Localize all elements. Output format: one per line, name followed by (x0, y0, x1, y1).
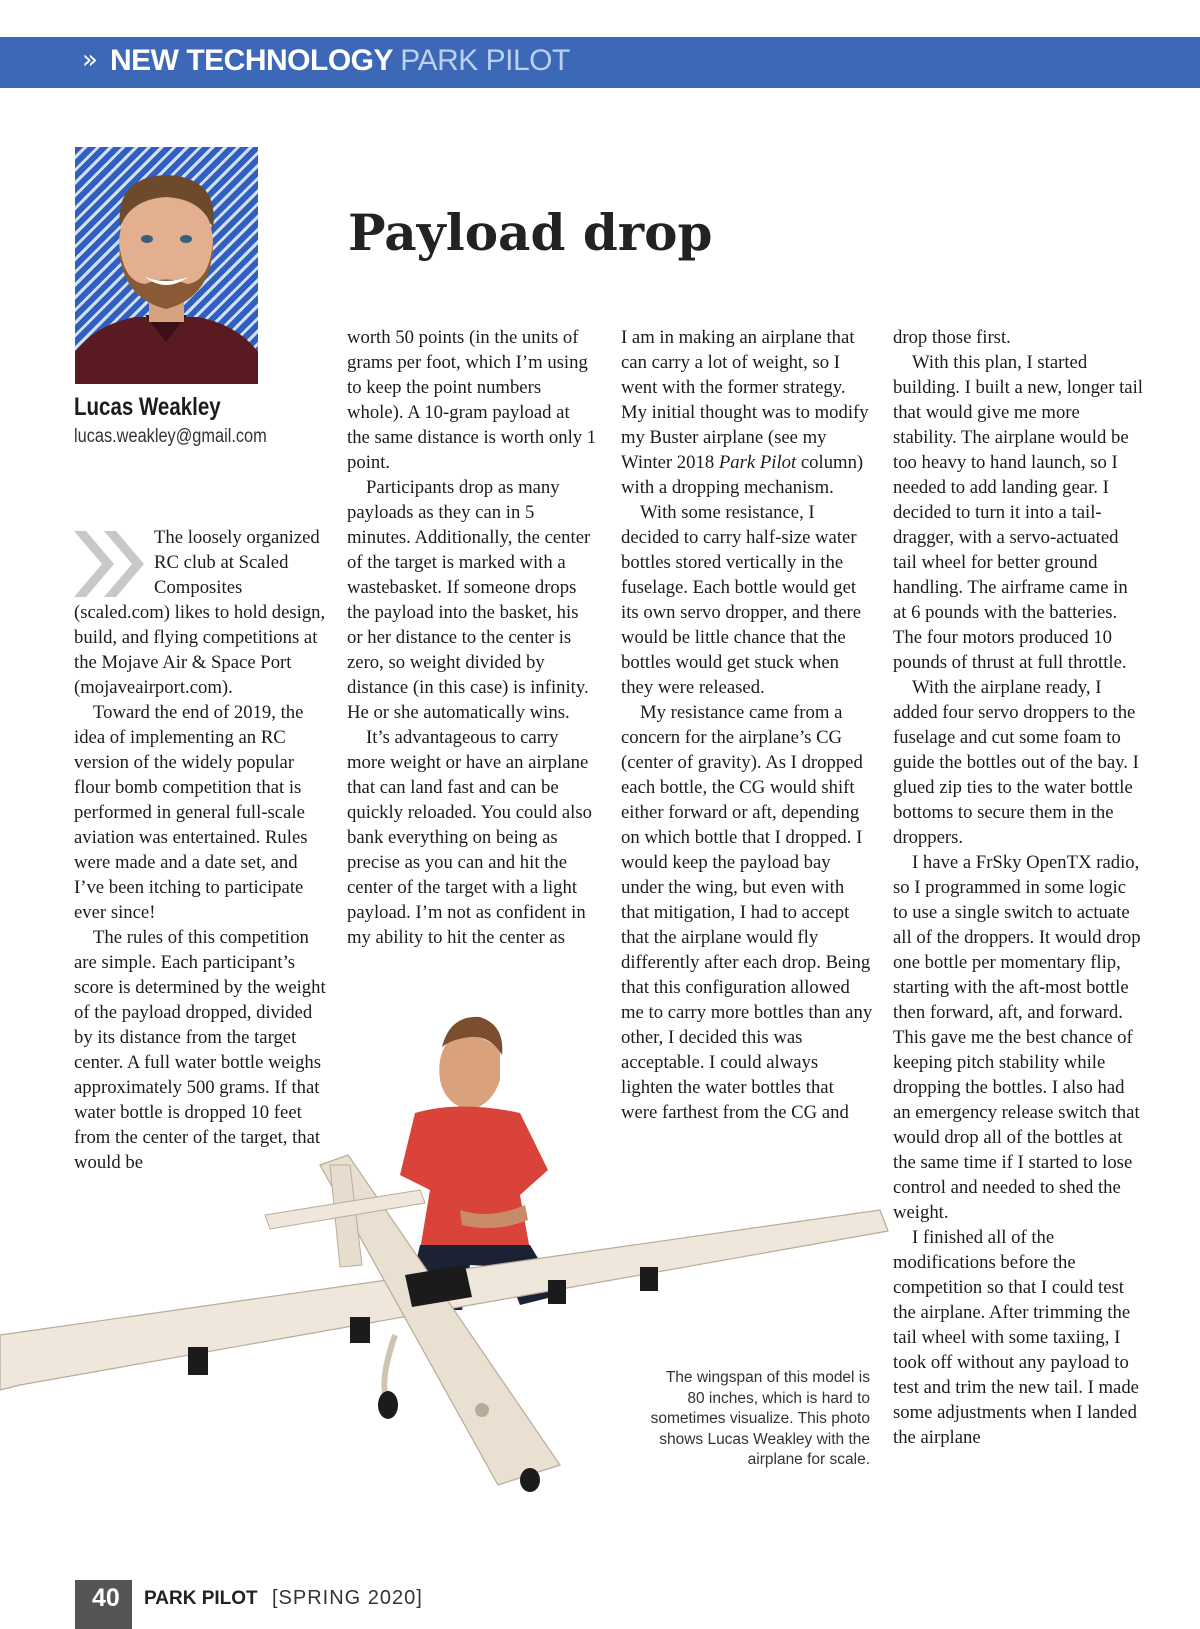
author-email[interactable]: lucas.weakley@gmail.com (74, 426, 267, 447)
paragraph: The rules of this competition are simple. Each participant’s score is determined by the weight of the payload dropped, divided by its distance from the target center. A full water bottle weighs approximately 500 grams. If that water bottle is dropped 10 feet from the center of the target, that would be (74, 927, 326, 1173)
paragraph: Toward the end of 2019, the idea of implementing an RC version of the widely popular flour bomb competition that is performed in general full-scale aviation was entertained. Rules were made and a date set, and I’ve been itching to participate ever since! (74, 702, 308, 923)
paragraph: With some resistance, I decided to carry half-size water bottles stored vertically in the fuselage. Each bottle would get its own servo dropper, and there would be little chance that the bottles would get stuck when they were released. (621, 502, 862, 698)
article-column-2 (347, 325, 597, 950)
paragraph: I have a FrSky OpenTX radio, so I programmed in some logic to use a single switch to actuate all of the droppers. It would drop one bottle per momentary flip, starting with the aft-most bottle then forward, aft, and forward. This gave me the best chance of keeping pitch stability while dropping the bottles. I also had an emergency release switch that would drop all of the bottles at the same time if I started to lose control and needed to shed the weight. (893, 852, 1141, 1223)
double-chevron-icon: » (82, 45, 98, 75)
paragraph: It’s advantageous to carry more weight or have an airplane that can land fast and can be quickly reloaded. You could also bank everything on being as precise as you can and hit the center of the target with a light payload. I’m not as confident in my ability to hit the center as (347, 727, 592, 948)
paragraph: Participants drop as many payloads as they can in 5 minutes. Additionally, the center of the target is marked with a wastebasket. If someone drops the payload into the basket, his or her distance to the center is zero, so weight divided by distance (in this case) is infinity. He or she automatically wins. (347, 477, 591, 723)
paragraph: drop those first. (893, 327, 1011, 348)
page-number: 40 (92, 1584, 120, 1612)
author-portrait (75, 147, 258, 384)
article-column-4 (893, 325, 1145, 1450)
article-title: Payload drop (348, 203, 713, 262)
paragraph: The loosely organized RC club at Scaled Composites (scaled.com) likes to hold design, build, and flying competitions at the Mojave Air & Space Port (mojaveairport.com). (74, 527, 326, 698)
paragraph: With this plan, I started building. I built a new, longer tail that would give me more stability. The airplane would be too heavy to hand launch, so I needed to add landing gear. I decided to turn it into a tail-dragger, with a servo-actuated tail wheel for better ground handling. The airframe came in at 6 pounds with the batteries. The four motors produced 10 pounds of thrust at full throttle. (893, 352, 1143, 673)
section-banner (0, 37, 1200, 88)
photo-caption: The wingspan of this model is 80 inches, which is hard to sometimes visualize. This photo shows Lucas Weakley with the airplane for scale. (650, 1369, 870, 1468)
drop-chevron-icon (72, 529, 148, 599)
section-subtitle: PARK PILOT (400, 44, 570, 77)
magazine-name: PARK PILOT (144, 1588, 258, 1609)
paragraph: I finished all of the modifications before the competition so that I could test the airplane. After trimming the tail wheel with some taxiing, I took off without any payload to test and trim the new tail. I made some adjustments when I landed the airplane (893, 1227, 1139, 1448)
author-name: Lucas Weakley (74, 393, 221, 421)
magazine-issue: [SPRING 2020] (272, 1587, 423, 1609)
paragraph: With the airplane ready, I added four servo droppers to the fuselage and cut some foam to guide the bottles out of the bay. I glued zip ties to the water bottle bottoms to secure them in the droppers. (893, 677, 1139, 848)
paragraph: worth 50 points (in the units of grams per foot, which I’m using to keep the point numbers whole). A 10-gram payload at the same distance is worth only 1 point. (347, 327, 597, 473)
paragraph: My resistance came from a concern for the airplane’s CG (center of gravity). As I dropped each bottle, the CG would shift either forward or aft, depending on which bottle that I dropped. I would keep the payload bay under the wing, but even with that mitigation, I had to accept that the airplane would fly differently after each drop. Being that this configuration allowed me to carry more bottles than any other, I decided this was acceptable. I could always lighten the water bottles that were farthest from the CG and (621, 702, 873, 1123)
magazine-reference: Park Pilot (718, 452, 797, 473)
section-title: NEW TECHNOLOGY PARK PILOT (110, 44, 570, 77)
paragraph: I am in making an airplane that can carry a lot of weight, so I went with the former strategy. My initial thought was to modify my Buster airplane (see my Winter 2018 Park Pilot column) with a dropping mechanism. (621, 327, 869, 498)
